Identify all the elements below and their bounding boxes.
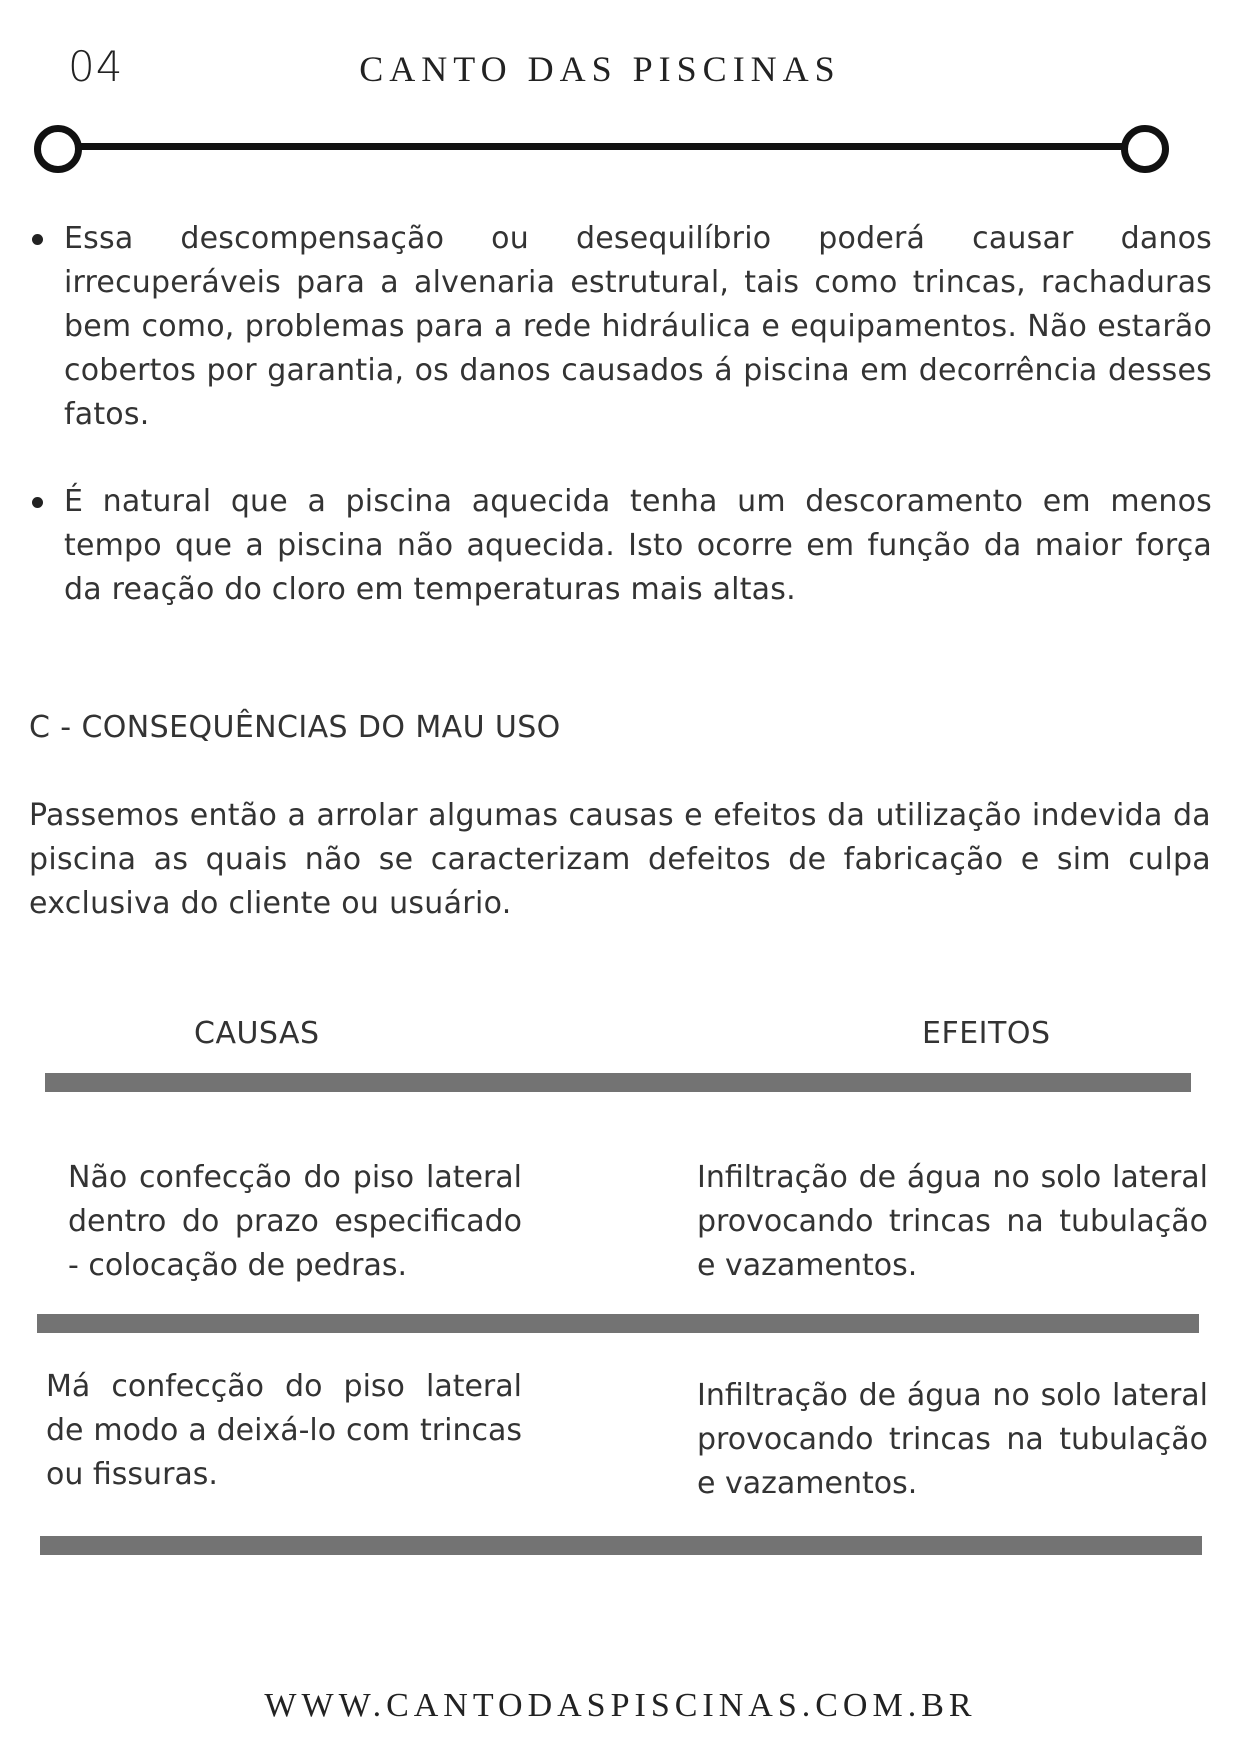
table-row-rule: [37, 1314, 1199, 1333]
table-cell-cause: Não confecção do piso lateral dentro do prazo especificado - colocação de pedras.: [68, 1160, 522, 1283]
table-bottom-rule: [40, 1536, 1202, 1555]
table-header-rule: [45, 1073, 1191, 1092]
header-divider-line: [56, 143, 1149, 150]
brand-title: CANTO DAS PISCINAS: [359, 49, 841, 89]
footer-website: WWW.CANTODASPISCINAS.COM.BR: [264, 1687, 977, 1724]
bullet-item: Essa descompensação ou desequilíbrio poderá causar danos irrecuperáveis para a alvenaria estrutural, tais como trincas, rachaduras bem como, problemas para a rede hidráulica e equipamentos. Não estarão cobertos por garantia, os danos causados á piscina em decorrência desses fatos.: [28, 217, 1212, 437]
table-cell-cause: Má confecção do piso lateral de modo a deixá-lo com trincas ou fissuras.: [46, 1369, 522, 1492]
section-intro: Passemos então a arrolar algumas causas e efeitos da utilização indevida da piscina as quais não se caracterizam defeitos de fabricação e sim culpa exclusiva do cliente ou usuário.: [29, 798, 1211, 921]
table-header-causes: CAUSAS: [194, 1016, 320, 1051]
table-cell-effect: Infiltração de água no solo lateral provocando trincas na tubulação e vazamentos.: [697, 1160, 1208, 1283]
bullet-list: [28, 217, 1212, 655]
bullet-item: É natural que a piscina aquecida tenha um descoramento em menos tempo que a piscina não aquecida. Isto ocorre em função da maior força da reação do cloro em temperaturas mais altas.: [28, 480, 1212, 612]
table-cell-effect: Infiltração de água no solo lateral provocando trincas na tubulação e vazamentos.: [697, 1378, 1208, 1501]
page-number: 04: [68, 42, 124, 91]
divider-left-circle-icon: [34, 125, 82, 173]
section-title: C - CONSEQUÊNCIAS DO MAU USO: [29, 710, 561, 745]
table-header-effects: EFEITOS: [922, 1016, 1051, 1051]
divider-right-circle-icon: [1121, 125, 1169, 173]
